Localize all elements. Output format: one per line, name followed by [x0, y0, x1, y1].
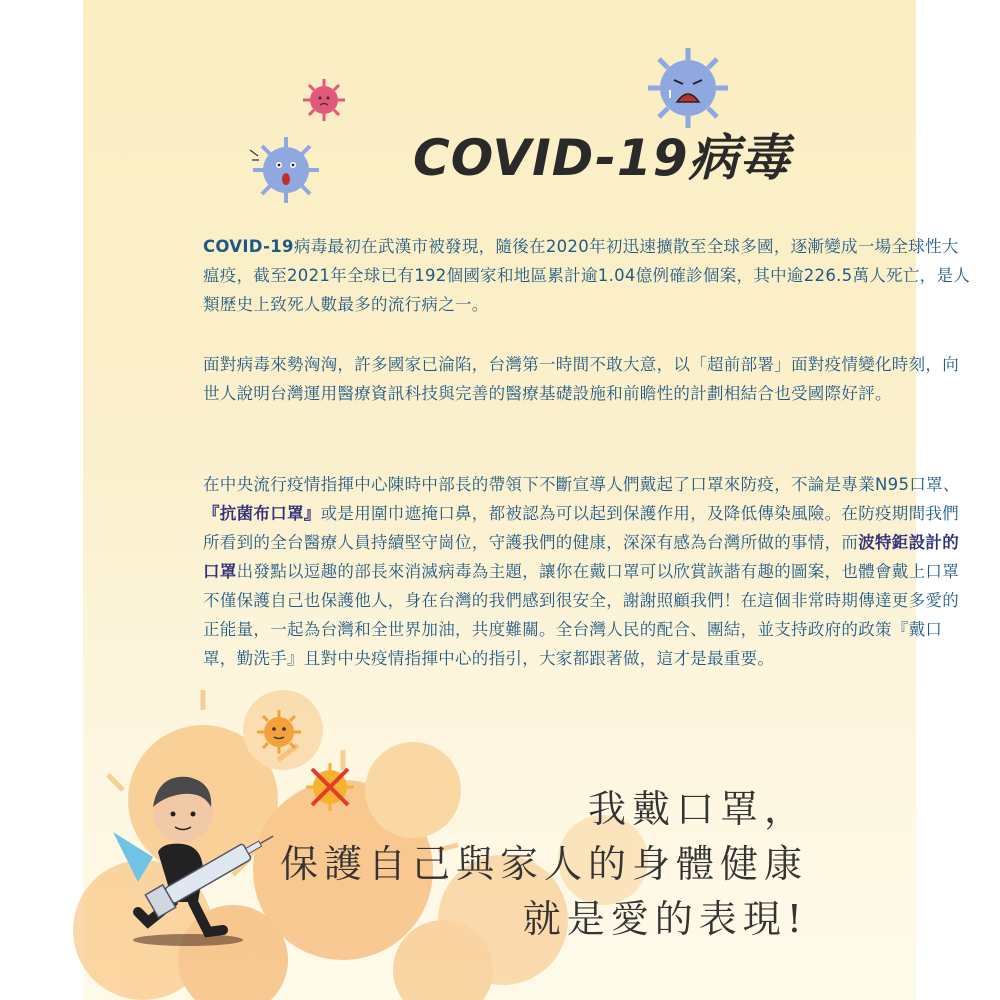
poster-card	[83, 0, 971, 1000]
paragraph-covid-origin	[203, 232, 973, 319]
paragraph-mask-design	[203, 470, 973, 673]
slogan	[280, 782, 808, 947]
paragraph-text: 或是用圍巾遮掩口鼻，都被認為可以起到保護作用，及降低傳染風險。在防疫期間我們所看到的全台醫療人員持續堅守崗位，守護我們的健康，深深有感為台灣所做的事情，而	[203, 504, 960, 552]
minister-character-illustration	[103, 762, 273, 952]
slogan-line-1: 我戴口罩，	[587, 787, 808, 831]
paragraph-text: 在中央流行疫情指揮中心陳時中部長的帶領下不斷宣導人們戴起了口罩來防疫，不論是專業N95口罩、	[203, 475, 960, 494]
highlight-antibacterial-mask: 『抗菌布口罩』	[203, 504, 321, 523]
blue-virus-scared-icon	[246, 130, 326, 210]
highlight-brand-mask: 波特鉅設計的口罩	[203, 533, 960, 581]
red-virus-icon	[299, 75, 349, 125]
slogan-line-3: 就是愛的表現!	[522, 897, 808, 941]
paragraph-lead: COVID-19	[203, 237, 294, 256]
paragraph-text: 出發點以逗趣的部長來消滅病毒為主題，讓你在戴口罩可以欣賞詼諧有趣的圖案，也體會戴上口罩不僅保護自己也保護他人，身在台灣的我們感到很安全，謝謝照顧我們！在這個非常時期傳達更多愛的正能量，一起為台灣和全世界加油，共度難關。全台灣人民的配合、團結，並支持政府的政策『戴口罩，勤洗手』且對中央疫情指揮中心的指引，大家都跟著做，這才是最重要。	[203, 562, 960, 668]
page-title: COVID-19病毒	[413, 129, 791, 187]
slogan-line-2: 保護自己與家人的身體健康	[279, 842, 808, 886]
paragraph-text: 病毒最初在武漢市被發現，隨後在2020年初迅速擴散至全球多國，逐漸變成一場全球性大瘟疫，截至2021年全球已有192個國家和地區累計逾1.04億例確診個案，其中逾226.5萬人死亡，是人類歷史上致死人數最多的流行病之一。	[203, 237, 971, 314]
paragraph-taiwan-response: 面對病毒來勢洶洶，許多國家已淪陷，台灣第一時間不敢大意，以「超前部署」面對疫情變化時刻，向世人說明台灣運用醫療資訊科技與完善的醫療基礎設施和前瞻性的計劃相結合也受國際好評。	[203, 355, 959, 403]
